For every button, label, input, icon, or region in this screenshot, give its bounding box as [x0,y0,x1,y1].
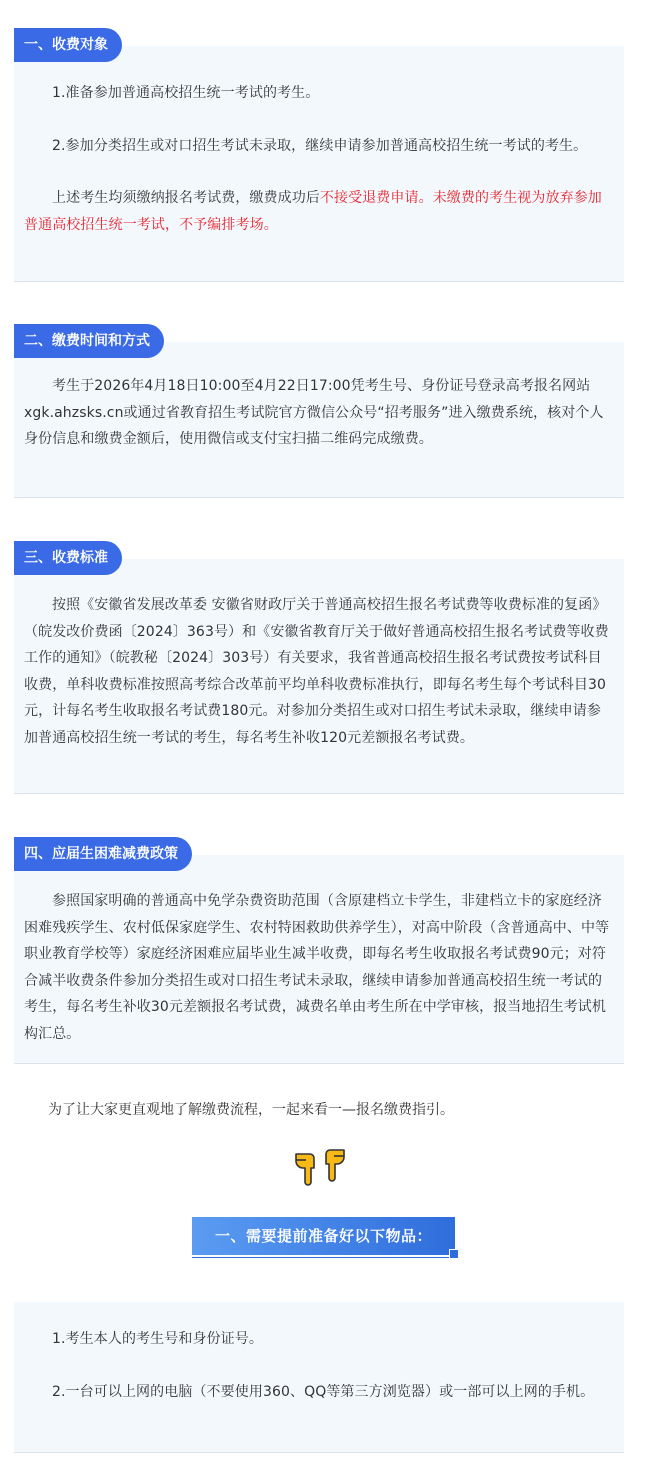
section-panel [14,855,624,1064]
section-fee-standard [14,541,624,794]
paragraph: 1.准备参加普通高校招生统一考试的考生。 [52,85,320,101]
section-payment-time [14,324,624,498]
section-title-tab: 三、收费标准 [14,541,122,575]
paragraph: 考生于2026年4月18日10:00至4月22日17:00凭考生号、身份证号登录高考报名网站xgk.ahzsks.cn或通过省教育招生考试院官方微信公众号“招考服务”进入缴费系统，核对个人身份信息和缴费金额后，使用微信或支付宝扫描二维码完成缴费。 [24,378,604,447]
intro-text: 为了让大家更直观地了解缴费流程，一起来看一—报名缴费指引。 [48,1102,454,1118]
section-title-tab: 二、缴费时间和方式 [14,324,164,358]
banner-underline [192,1257,455,1258]
pointing-down-hands-icon [292,1146,348,1186]
paragraph: 按照《安徽省发展改革委 安徽省财政厅关于普通高校招生报名考试费等收费标准的复函》（皖发改价费函〔2024〕363号）和《安徽省教育厅关于做好普通高校招生报名考试费等收费工作的通知》（皖教秘〔2024〕303号）有关要求，我省普通高校招生报名考试费按考试科目收费，单科收费标准按照高考综合改革前平均单科收费标准执行，即每名考生每个考试科目30元，计每名考生收取报名考试费180元。对参加分类招生或对口招生考试未录取，继续申请参加普通高校招生统一考试的考生，每名考生补收120元差额报名考试费。 [24,597,609,746]
section-panel [14,46,624,282]
section-title-tab: 一、收费对象 [14,28,122,62]
banner-corner-mark [449,1249,459,1259]
section-panel [14,559,624,794]
paragraph [24,185,614,238]
section-fee-targets [14,28,624,282]
prep-item: 1.考生本人的考生号和身份证号。 [52,1331,263,1347]
prep-items-panel [14,1302,624,1453]
section-fee-reduction [14,837,624,1064]
paragraph-text: 上述考生均须缴纳报名考试费，缴费成功后 [52,190,320,206]
warning-text: 不接受退费申请。未缴费的考生视为放弃参加普通高校招生统一考试，不予编排考场。 [24,190,602,233]
prep-items-banner [192,1217,455,1255]
banner-title: 一、需要提前准备好以下物品： [214,1227,432,1245]
paragraph: 2.参加分类招生或对口招生考试未录取，继续申请参加普通高校招生统一考试的考生。 [52,137,588,154]
prep-item: 2.一台可以上网的电脑（不要使用360、QQ等第三方浏览器）或一部可以上网的手机。 [52,1383,595,1400]
section-title-tab: 四、应届生困难减费政策 [14,837,192,871]
section-panel [14,342,624,498]
paragraph: 参照国家明确的普通高中免学杂费资助范围（含原建档立卡学生，非建档立卡的家庭经济困难残疾学生、农村低保家庭学生、农村特困救助供养学生），对高中阶段（含普通高中、中等职业教育学校等）家庭经济困难应届毕业生减半收费，即每名考生收取报名考试费90元；对符合减半收费条件参加分类招生或对口招生考试未录取，继续申请参加普通高校招生统一考试的考生，每名考生补收30元差额报名考试费，减费名单由考生所在中学审核，报当地招生考试机构汇总。 [24,893,610,1042]
